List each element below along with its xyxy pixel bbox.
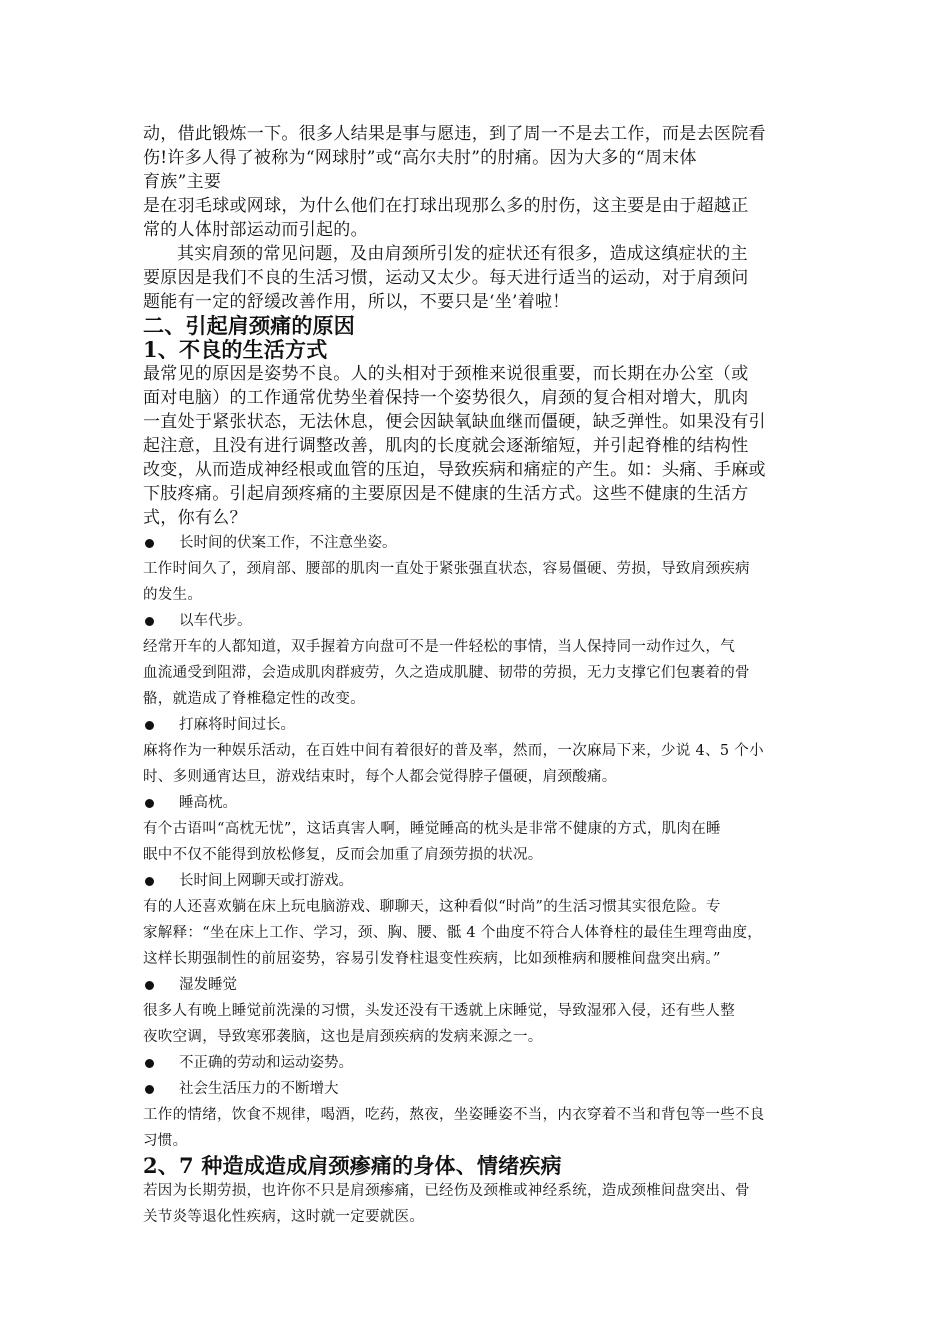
- subsection-heading: 2、7 种造成造成肩颈瘆痛的身体、情绪疾病: [143, 1153, 562, 1178]
- text-line: 夜吹空调，导致寒邪袭脑，这也是肩颈疾病的发病来源之一。: [143, 1029, 543, 1045]
- bullet-icon: [145, 981, 154, 990]
- text-line: 动，借此锻炼一下。很多人结果是事与愿违，到了周一不是去工作，而是去医院看: [143, 124, 766, 144]
- bullet-icon: [145, 539, 154, 548]
- bullet-text: 打麻将时间过长。: [179, 717, 295, 733]
- causes-paragraph: [143, 362, 813, 530]
- bullet-item: [143, 608, 813, 634]
- text-line: 的发生。: [143, 587, 203, 603]
- text-line: 常的人体肘部运动而引起的。: [143, 220, 368, 240]
- bullet-text: 不正确的劳动和运动姿势。: [179, 1055, 353, 1071]
- text-line: 改变，从而造成神经根或血管的压迫，导致疾病和痛症的产生。如：头痛、手麻或: [143, 460, 766, 480]
- text-line: 有个古语叫“高枕无忧”，这话真害人啊，睡觉睡高的枕头是非常不健康的方式，肌肉在睡: [143, 821, 721, 837]
- intro-paragraph-1: [143, 122, 813, 194]
- bullet-item: [143, 972, 813, 998]
- bullet-item: [143, 1050, 813, 1076]
- bullet-text: 睡高枕。: [179, 795, 237, 811]
- text-line: 起注意，且没有进行调整改善，肌肉的长度就会逐渐缩短，并引起脊椎的结构性: [143, 436, 749, 456]
- text-line: 关节炎等退化性疾病，这时就一定要就医。: [143, 1209, 425, 1225]
- text-line: 其实肩颈的常见问题，及由肩颈所引发的症状还有很多，造成这缜症状的主: [177, 244, 748, 264]
- text-line: 若因为长期劳损，也许你不只是肩颈瘆痛，已经伤及颈椎或神经系统，造成颈椎间盘突出、骨: [143, 1183, 750, 1199]
- text-line: 题能有一定的舒缓改善作用，所以，不要只是‘坐’着啦！: [143, 292, 570, 312]
- bullet-item: [143, 790, 813, 816]
- text-line: 经常开车的人都知道，双手握着方向盘可不是一件轻松的事情，当人保持同一动作过久，气: [143, 639, 735, 655]
- text-line: 眠中不仅不能得到放松修复，反而会加重了肩颈劳损的状况。: [143, 847, 543, 863]
- text-line: 伤!许多人得了被称为“网球肘”或“高尔夫肘”的肘痛。因为大多的“周末体: [143, 148, 697, 168]
- text-line: 骼，就造成了脊椎稳定性的改变。: [143, 691, 365, 707]
- text-line: 很多人有晚上睡觉前洗澡的习惯，头发还没有干透就上床睡觉，导致湿邪入侵，还有些人整: [143, 1003, 735, 1019]
- section-heading: 二、引起肩颈痛的原因: [143, 313, 355, 338]
- text-line: 要原因是我们不良的生活习惯，运动又太少。每天进行适当的运动，对于肩颈问: [143, 268, 749, 288]
- bullet-item: [143, 712, 813, 738]
- intro-paragraph-3: [143, 242, 813, 314]
- bullet-text: 长时间的伏案工作，不注意坐姿。: [179, 535, 397, 551]
- text-line: 下肢疼痛。引起肩颈疼痛的主要原因是不健康的生活方式。这些不健康的生活方: [143, 484, 749, 504]
- text-line: 面对电脑）的工作通常优势坐着保持一个姿势很久，肩颈的复合相对增大，肌肉: [143, 388, 749, 408]
- subsection-heading: 1、不良的生活方式: [143, 337, 328, 362]
- bullet-icon: [145, 617, 154, 626]
- text-line: 有的人还喜欢躺在床上玩电脑游戏、聊聊天，这种看似“时尚”的生活习惯其实很危险。专: [143, 899, 721, 915]
- bullet-text: 社会生活压力的不断增大: [179, 1081, 339, 1097]
- bullet-icon: [145, 1059, 154, 1068]
- text-line: 式，你有么？: [143, 508, 247, 528]
- text-line: 工作时间久了，颈肩部、腰部的肌肉一直处于紧张强直状态，容易僵硬、劳损，导致肩颈疾病: [143, 561, 750, 577]
- text-line: 是在羽毛球或网球，为什么他们在打球出现那么多的肘伤，这主要是由于超越正: [143, 196, 749, 216]
- text-line: 育族”主要: [143, 172, 222, 192]
- bullet-icon: [145, 1085, 154, 1094]
- text-line: 一直处于紧张状态，无法休息，便会因缺氧缺血继而僵硬，缺乏弹性。如果没有引: [143, 412, 766, 432]
- text-line: 时、多则通宵达旦，游戏结束时，每个人都会觉得脖子僵硬，肩颈酸痛。: [143, 769, 617, 785]
- text-line: 最常见的原因是姿势不良。人的头相对于颈椎来说很重要，而长期在办公室（或: [143, 364, 749, 384]
- bullet-text: 以车代步。: [179, 613, 252, 629]
- text-line: 家解释：“坐在床上工作、学习，颈、胸、腰、骶 4 个曲度不符合人体脊柱的最佳生理弯曲度，: [143, 925, 763, 941]
- intro-paragraph-2: [143, 194, 813, 242]
- text-line: 习惯。: [143, 1133, 188, 1149]
- text-line: 血流通受到阻滞，会造成肌肉群疲劳，久之造成肌腱、韧带的劳损，无力支撑它们包裹着的骨: [143, 665, 750, 681]
- text-line: 工作的情绪，饮食不规律，喝酒，吃药，熬夜，坐姿睡姿不当，内衣穿着不当和背包等一些不良: [143, 1107, 765, 1123]
- document-page: [143, 122, 813, 1230]
- bullet-text: 长时间上网聊天或打游戏。: [179, 873, 353, 889]
- text-line: 麻将作为一种娱乐活动，在百姓中间有着很好的普及率，然而，一次麻局下来，少说 4、5 个小: [143, 743, 764, 759]
- bullet-item: [143, 530, 813, 556]
- bullet-icon: [145, 799, 154, 808]
- text-line: 这样长期强制性的前屈姿势，容易引发脊柱退变性疾病，比如颈椎病和腰椎间盘突出病。”: [143, 951, 721, 967]
- bullet-item: [143, 868, 813, 894]
- bullet-text: 湿发睡觉: [179, 977, 237, 993]
- bullet-item: [143, 1076, 813, 1102]
- bullet-icon: [145, 721, 154, 730]
- bullet-icon: [145, 877, 154, 886]
